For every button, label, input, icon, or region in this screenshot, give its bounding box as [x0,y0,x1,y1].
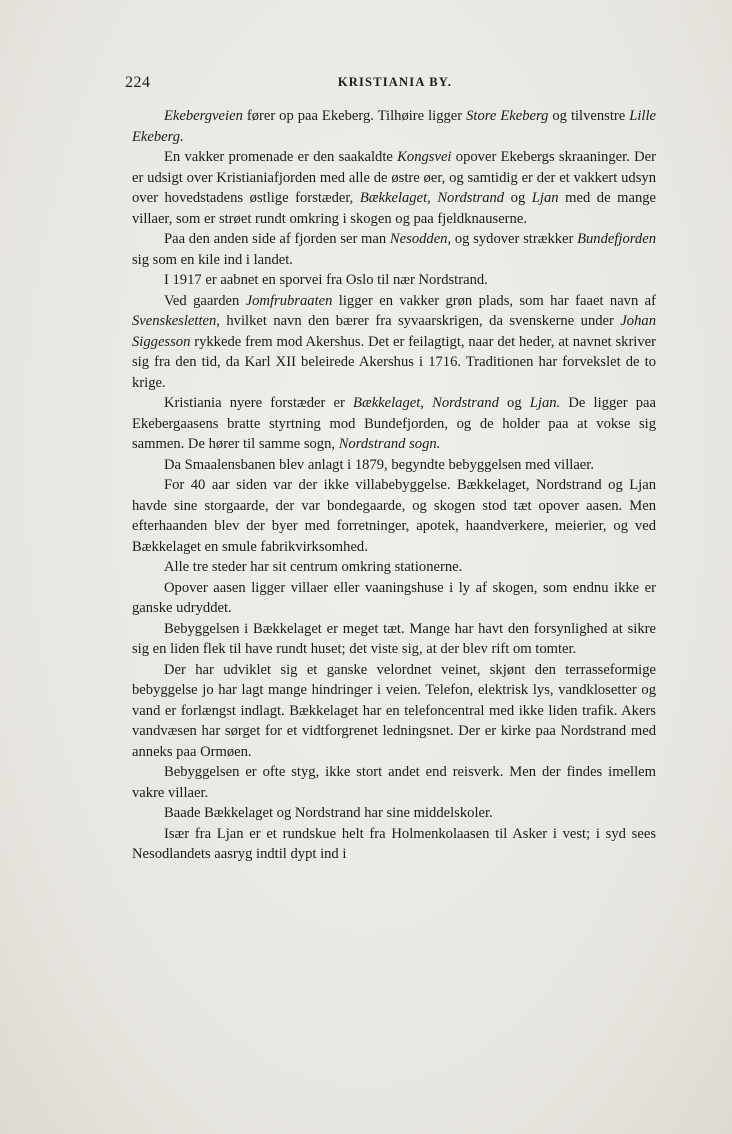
text-run: For 40 aar siden var der ikke villabebyggelse. Bækkelaget, Nordstrand og Ljan havde sine storgaarde, der var bondegaarde, og skogen stod tæt opover aasen. Men efterhaanden blev der byer med forretninger, apotek, haandverkere, meierier, og ved Bækkelaget en smule fabrikvirksomhed. [132,477,656,555]
paragraph [132,762,656,803]
paragraph [132,106,656,147]
page-number: 224 [125,74,151,91]
italic-text: Nordstrand sogn. [338,436,441,452]
paragraph [132,270,656,291]
paragraph [132,578,656,619]
running-head: KRISTIANIA BY. [337,75,453,89]
italic-text: Johan Siggesson [132,313,656,350]
body-text [132,106,656,865]
text-run: Bebyggelsen i Bækkelaget er meget tæt. Mange har havt den forsynlighed at sikre sig en liden flek til have rundt huset; det viste sig, at der blev rift om tomter. [132,620,656,657]
text-run: Kristiania nyere forstæder er [164,395,354,411]
text-run: med de mange villaer, som er strøet rundt omkring i skogen og paa fjeldknauserne. [132,190,657,227]
text-run: Baade Bækkelaget og Nordstrand har sine middelskoler. [164,805,493,821]
text-run: og [504,190,532,206]
italic-text: Svenskesletten, [132,313,220,329]
text-run: Der har udviklet sig et ganske velordnet veinet, skjønt den terrasseformige bebyggelse jo har lagt mange hindringer i veien. Telefon, elektrisk lys, vandklosetter og vand er forlængst indlagt. Bækkelaget har en telefoncentral med ikke liden trafik. Akers vandvæsen har sørget for et vidtforgrenet ledningsnet. Der er kirke paa Nordstrand med anneks paa Ormøen. [132,661,656,760]
text-run: En vakker promenade er den saakaldte [164,149,398,165]
text-run: og tilvenstre [548,108,630,124]
italic-text: Store Ekeberg [466,108,549,124]
paragraph [132,803,656,824]
italic-text: Bækkelaget, Nordstrand [353,395,499,411]
text-run: rykkede frem mod Akershus. Det er feilagtigt, naar det heder, at navnet skriver sig fra den tid, da Karl XII beleirede Akershus i 1716. Traditionen har forvekslet de to krige. [132,333,656,391]
italic-text: Ljan. [529,395,561,411]
paragraph [132,455,656,476]
italic-text: Nesodden, [389,231,452,247]
italic-text: Lille Ekeberg. [132,108,656,145]
italic-text: Ljan [531,190,559,206]
text-run: Opover aasen ligger villaer eller vaaningshuse i ly af skogen, som endnu ikke er ganske udryddet. [132,579,656,616]
text-run: opover Ekebergs skraaninger. Der er udsigt over Kristianiafjorden med alle de østre øer, og samtidig er der et vakkert udsyn over hovedstadens østlige forstæder, [132,149,656,206]
paragraph [132,619,656,660]
text-run: hvilket navn den bærer fra syvaarskrigen, da svenskerne under [219,313,621,329]
italic-text: Bækkelaget, Nordstrand [359,190,505,206]
paragraph [132,475,656,557]
italic-text: Kongsvei [397,149,452,165]
text-run: Ved gaarden [164,292,246,309]
paragraph [132,824,656,865]
paragraph [132,660,656,763]
text-run: ligger en vakker grøn plads, som har faaet navn af [332,292,656,309]
text-run: Især fra Ljan er et rundskue helt fra Holmenkolaasen til Asker i vest; i syd sees Nesodlandets aasryg indtil dypt ind i [132,825,656,862]
page-header [125,74,665,96]
italic-text: Jomfrubraaten [245,292,333,309]
text-run: De ligger paa Ekebergaasens bratte styrtning mod Bundefjorden, og de holder paa at vokse sig sammen. De hører til samme sogn, [132,395,656,452]
paragraph [132,393,656,455]
paragraph [132,229,656,270]
text-run: Alle tre steder har sit centrum omkring stationerne. [164,559,463,575]
text-run: I 1917 er aabnet en sporvei fra Oslo til nær Nordstrand. [164,272,488,288]
text-run: Bebyggelsen er ofte styg, ikke stort andet end reisverk. Men der findes imellem vakre villaer. [132,764,656,801]
paragraph [132,557,656,578]
text-run: Paa den anden side af fjorden ser man [164,231,390,247]
text-run: Da Smaalensbanen blev anlagt i 1879, begyndte bebyggelsen med villaer. [164,456,594,473]
italic-text: Ekebergveien [164,108,243,124]
italic-text: Bundefjorden [577,231,656,247]
paragraph [132,147,656,229]
text-run: og sydover strækker [451,231,578,247]
text-run: og [498,395,530,411]
text-run: sig som en kile ind i landet. [132,251,293,268]
paragraph [132,291,656,394]
text-run: fører op paa Ekeberg. Tilhøire ligger [242,108,467,124]
